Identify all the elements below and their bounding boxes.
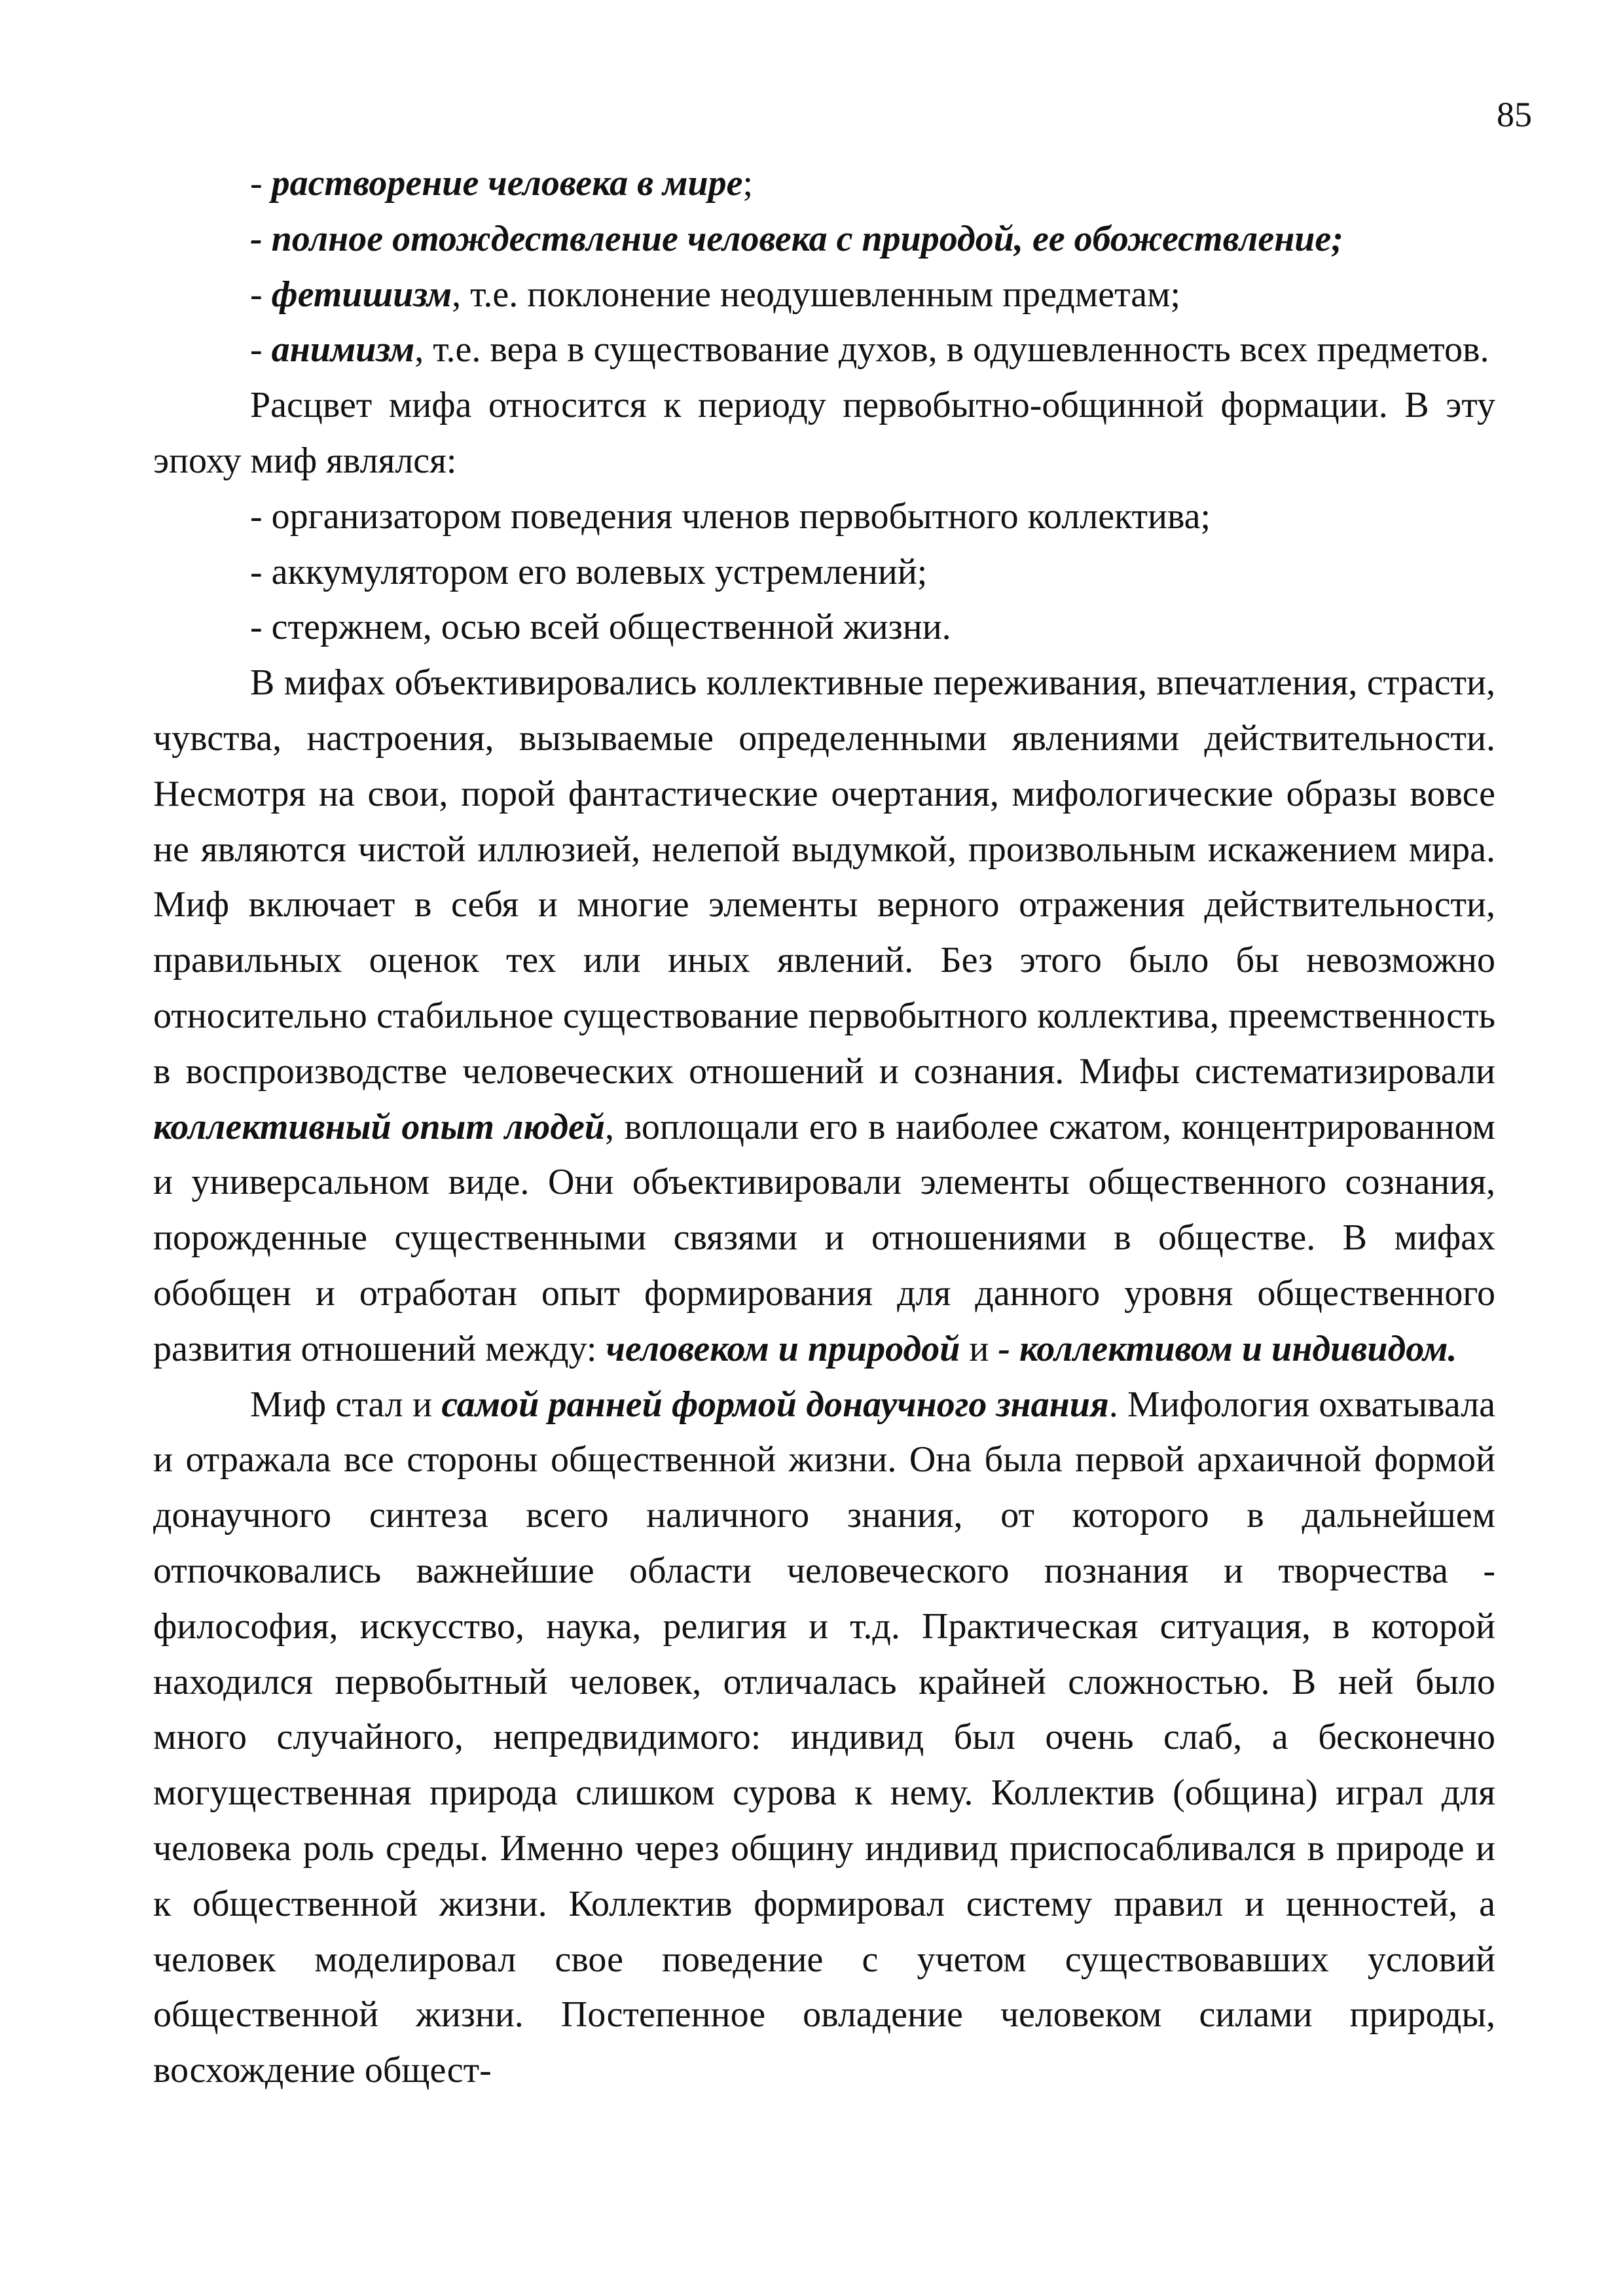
paragraph: [153, 655, 1495, 1376]
list-dash: -: [250, 163, 272, 204]
emphasis-term: - полное отождествление человека с природой, ее обожествление;: [250, 218, 1343, 259]
list-text: , т.е. поклонение неодушевленным предметам;: [452, 274, 1181, 315]
list-item: [153, 156, 1495, 211]
paragraph-text: Миф стал и: [250, 1384, 442, 1425]
list-item: [153, 267, 1495, 323]
list-item: - организатором поведения членов первобытного коллектива;: [250, 495, 1211, 537]
paragraph-text: . Мифология охватывала и отражала все стороны общественной жизни. Она была первой архаичной формой донаучного синтеза всего наличного знания, от которого в дальнейшем отпочковались важнейшие области человеческого познания и творчества - философия, искусство, наука, религия и т.д. Практическая ситуация, в которой находился первобытный человек, отличалась крайней сложностью. В ней было много случайного, непредвидимого: индивид был очень слаб, а бесконечно могущественная природа слишком сурова к нему. Коллектив (община) играл для человека роль среды. Именно через общину индивид приспосабливался в природе и к общественной жизни. Коллектив формировал систему правил и ценностей, а человек моделировал свое поведение с учетом существовавших условий общественной жизни. Постепенное овладение человеком силами природы, восхождение общест-: [153, 1384, 1495, 2091]
emphasis-term: - коллективом и индивидом.: [998, 1328, 1457, 1369]
paragraph-text: В мифах объективировались коллективные переживания, впечатления, страсти, чувства, настроения, вызываемые определенными явлениями действительности. Несмотря на свои, порой фантастические очертания, мифологические образы вовсе не являются чистой иллюзией, нелепой выдумкой, произвольным искажением мира. Миф включает в себя и многие элементы верного отражения действительности, правильных оценок тех или иных явлений. Без этого было бы невозможно относительно стабильное существование первобытного коллектива, преемственность в воспроизводстве человеческих отношений и сознания. Мифы систематизировали: [153, 662, 1495, 1092]
paragraph-text: и: [960, 1328, 998, 1369]
page-number: 85: [1497, 95, 1532, 134]
emphasis-term: фетишизм: [271, 274, 452, 315]
list-item: [153, 322, 1495, 378]
emphasis-term: самой ранней формой донаучного знания: [441, 1384, 1109, 1425]
page-body: [153, 156, 1495, 2098]
emphasis-term: растворение человека в мире: [271, 163, 743, 204]
paragraph: [153, 1377, 1495, 2098]
list-item: [153, 211, 1495, 267]
list-text: ;: [742, 163, 754, 204]
paragraph-text: , воплощали его в наиболее сжатом, концентрированном и универсальном виде. Они объективировали элементы общественного сознания, порожденные существенными связями и отношениями в обществе. В мифах обобщен и отработан опыт формирования для данного уровня общественного развития отношений между:: [153, 1106, 1495, 1369]
list-item: - аккумулятором его волевых устремлений;: [250, 551, 928, 592]
list-text: , т.е. вера в существование духов, в одушевленность всех предметов.: [414, 329, 1489, 370]
paragraph: Расцвет мифа относится к периоду первобытно-общинной формации. В эту эпоху миф являлся:: [153, 385, 1495, 481]
emphasis-term: человеком и природой: [606, 1328, 960, 1369]
emphasis-term: анимизм: [271, 329, 415, 370]
list-dash: -: [250, 274, 272, 315]
list-item: - стержнем, осью всей общественной жизни.: [250, 607, 951, 648]
list-dash: -: [250, 329, 272, 370]
emphasis-term: коллективный опыт людей: [153, 1106, 606, 1147]
